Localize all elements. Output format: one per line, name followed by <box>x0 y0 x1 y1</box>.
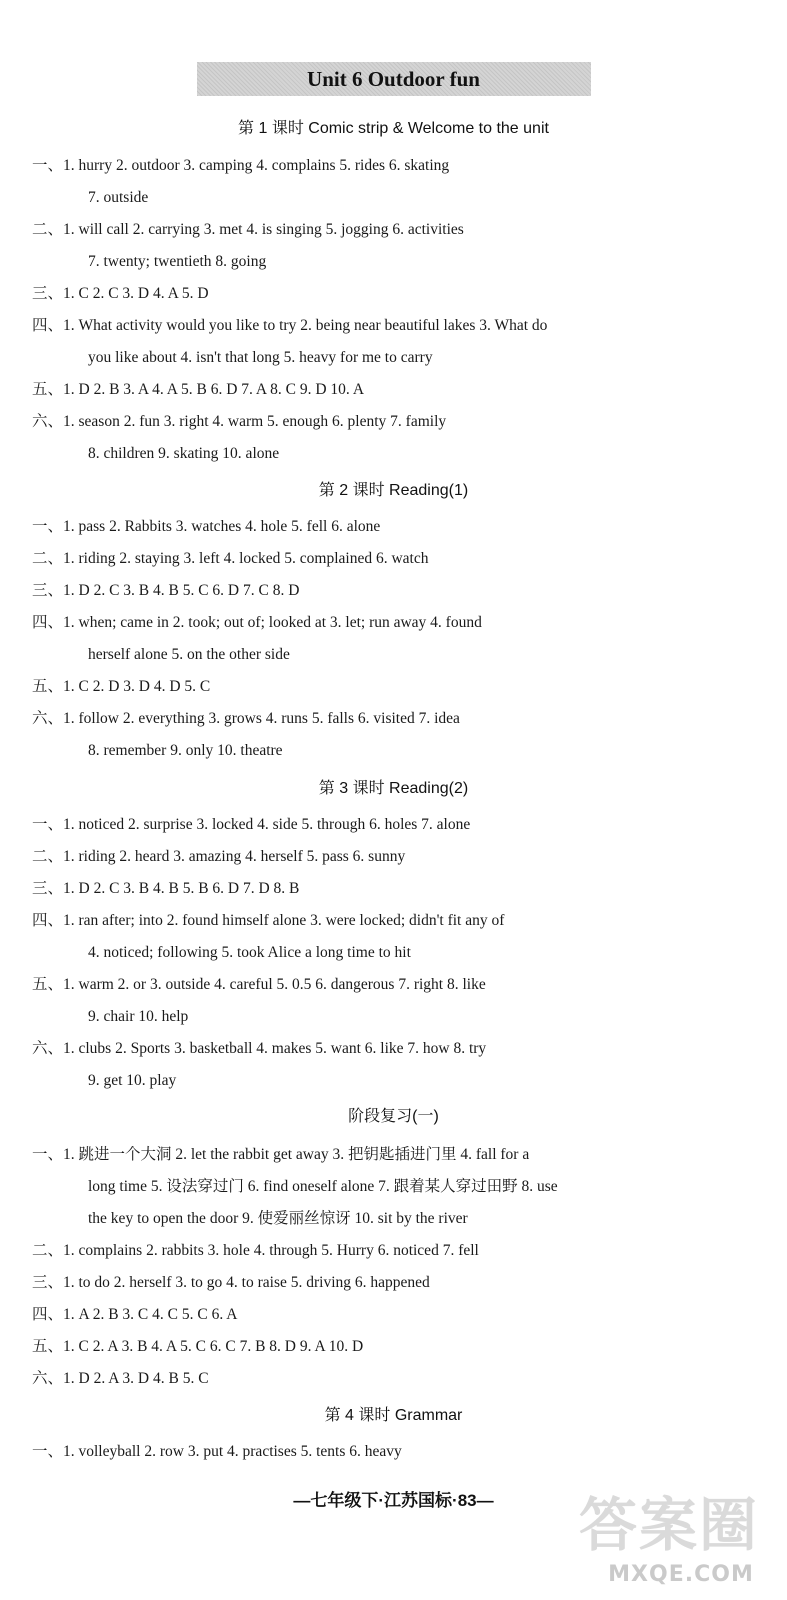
answer-line: 二、1. will call 2. carrying 3. met 4. is singing 5. jogging 6. activities <box>32 221 464 238</box>
answer-line: 五、1. C 2. A 3. B 4. A 5. C 6. C 7. B 8. D 9. A 10. D <box>32 1338 364 1355</box>
answer-line: 四、1. when; came in 2. took; out of; looked at 3. let; run away 4. found <box>32 614 482 631</box>
lesson-heading-2: 第 2 课时 Reading(1) <box>318 482 469 499</box>
answer-line: you like about 4. isn't that long 5. heavy for me to carry <box>88 349 433 366</box>
answer-line: the key to open the door 9. 使爱丽丝惊讶 10. sit by the river <box>88 1210 468 1227</box>
lesson-heading-1: 第 1 课时 Comic strip & Welcome to the unit <box>238 120 549 137</box>
answer-line: 三、1. D 2. C 3. B 4. B 5. C 6. D 7. C 8. D <box>32 582 300 599</box>
answer-line: 9. chair 10. help <box>88 1008 189 1025</box>
answer-line: long time 5. 设法穿过门 6. find oneself alone 7. 跟着某人穿过田野 8. use <box>88 1178 558 1195</box>
answer-line: 六、1. D 2. A 3. D 4. B 5. C <box>32 1370 209 1387</box>
answer-line: 三、1. to do 2. herself 3. to go 4. to raise 5. driving 6. happened <box>32 1274 430 1291</box>
answer-line: 六、1. season 2. fun 3. right 4. warm 5. enough 6. plenty 7. family <box>32 413 447 430</box>
answer-line: 二、1. complains 2. rabbits 3. hole 4. through 5. Hurry 6. noticed 7. fell <box>32 1242 479 1259</box>
watermark-domain: MXQE.COM <box>608 1562 754 1587</box>
answer-line: herself alone 5. on the other side <box>88 646 290 663</box>
answer-line: 四、1. A 2. B 3. C 4. C 5. C 6. A <box>32 1306 238 1323</box>
answer-line: 一、1. 跳进一个大洞 2. let the rabbit get away 3. 把钥匙插进门里 4. fall for a <box>32 1146 530 1163</box>
answer-line: 六、1. follow 2. everything 3. grows 4. runs 5. falls 6. visited 7. idea <box>32 710 460 727</box>
lesson-heading-4: 第 4 课时 Grammar <box>324 1407 463 1424</box>
answer-line: 一、1. hurry 2. outdoor 3. camping 4. complains 5. rides 6. skating <box>32 157 450 174</box>
answer-line: 8. remember 9. only 10. theatre <box>88 742 283 759</box>
answer-line: 8. children 9. skating 10. alone <box>88 445 280 462</box>
answer-line: 五、1. C 2. D 3. D 4. D 5. C <box>32 678 211 695</box>
watermark-text: 答案圈 <box>579 1491 760 1559</box>
page-footer: —七年级下·江苏国标·83— <box>293 1491 494 1510</box>
title-banner <box>0 62 787 96</box>
answer-line: 7. twenty; twentieth 8. going <box>88 253 267 270</box>
answer-line: 二、1. riding 2. staying 3. left 4. locked 5. complained 6. watch <box>32 550 429 567</box>
answer-line: 4. noticed; following 5. took Alice a long time to hit <box>88 944 411 961</box>
answer-line: 五、1. D 2. B 3. A 4. A 5. B 6. D 7. A 8. C 9. D 10. A <box>32 381 365 398</box>
answer-line: 三、1. D 2. C 3. B 4. B 5. B 6. D 7. D 8. B <box>32 880 300 897</box>
answer-line: 五、1. warm 2. or 3. outside 4. careful 5. 0.5 6. dangerous 7. right 8. like <box>32 976 486 993</box>
unit-title: Unit 6 Outdoor fun <box>197 62 591 96</box>
answer-line: 一、1. pass 2. Rabbits 3. watches 4. hole 5. fell 6. alone <box>32 518 381 535</box>
answer-line: 一、1. volleyball 2. row 3. put 4. practises 5. tents 6. heavy <box>32 1443 402 1460</box>
answer-line: 7. outside <box>88 189 149 206</box>
lesson-heading-3: 第 3 课时 Reading(2) <box>318 780 469 797</box>
answer-line: 一、1. noticed 2. surprise 3. locked 4. side 5. through 6. holes 7. alone <box>32 816 471 833</box>
review-heading: 阶段复习(一) <box>348 1108 439 1125</box>
answer-line: 三、1. C 2. C 3. D 4. A 5. D <box>32 285 209 302</box>
answer-line: 六、1. clubs 2. Sports 3. basketball 4. makes 5. want 6. like 7. how 8. try <box>32 1040 487 1057</box>
answer-line: 四、1. ran after; into 2. found himself alone 3. were locked; didn't fit any of <box>32 912 505 929</box>
watermark-logo <box>573 1488 783 1594</box>
answer-line: 二、1. riding 2. heard 3. amazing 4. herself 5. pass 6. sunny <box>32 848 406 865</box>
answer-line: 四、1. What activity would you like to try 2. being near beautiful lakes 3. What do <box>32 317 548 334</box>
answer-line: 9. get 10. play <box>88 1072 177 1089</box>
